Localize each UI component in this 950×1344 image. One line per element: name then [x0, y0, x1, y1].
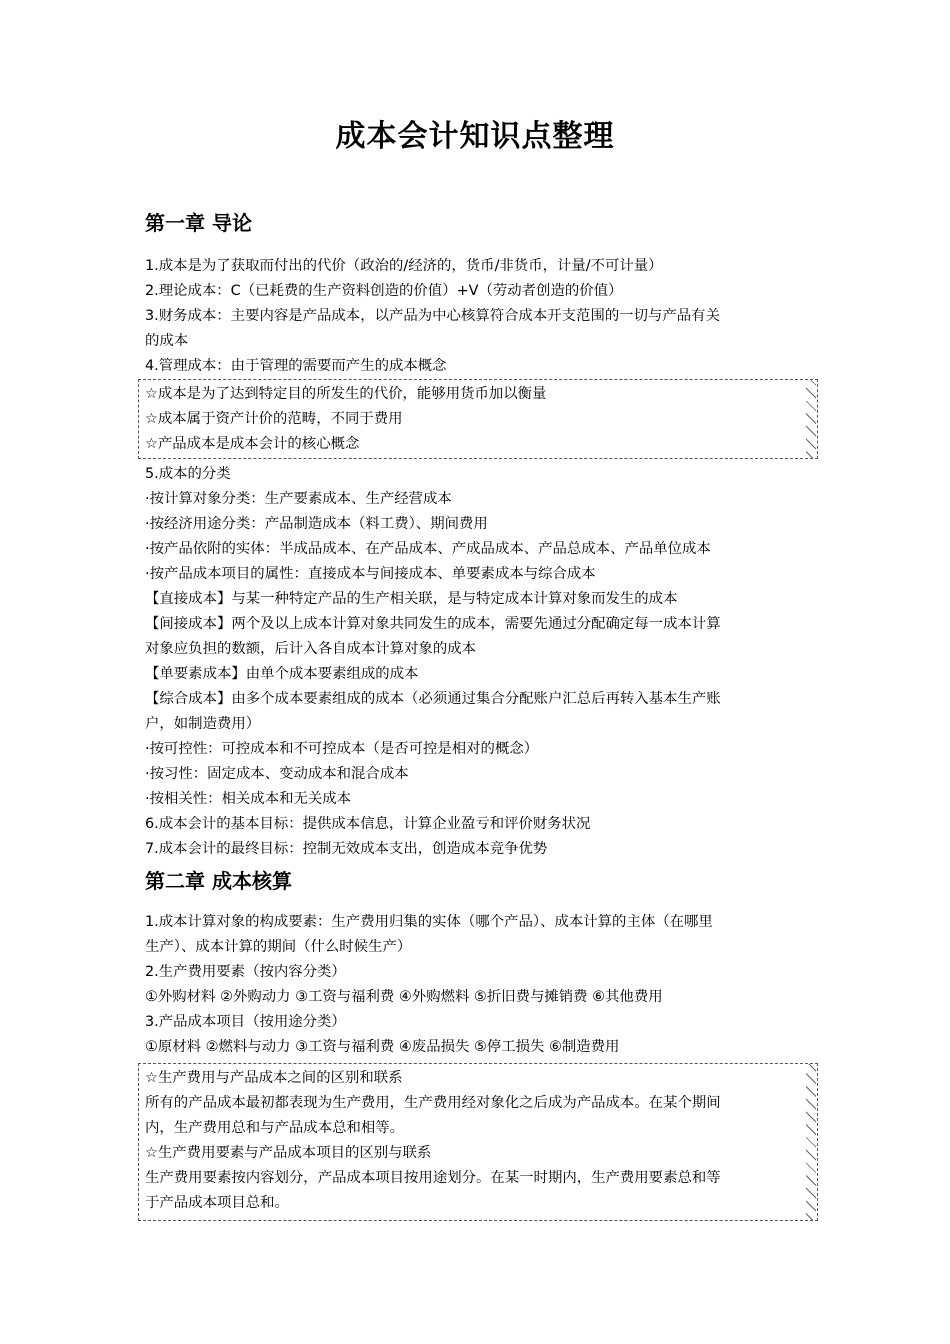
- bullet-line: ·按习性：固定成本、变动成本和混合成本: [145, 766, 409, 782]
- paragraph-line: 3.财务成本：主要内容是产品成本，以产品为中心核算符合成本开支范围的一切与产品有关: [145, 308, 720, 324]
- chapter-1-heading: 第一章 导论: [145, 211, 252, 235]
- page-title: 成本会计知识点整理: [335, 119, 615, 154]
- paragraph-line: 1.成本是为了获取而付出的代价（政治的/经济的，货币/非货币，计量/不可计量）: [145, 258, 663, 274]
- note-line: 生产费用要素按内容划分，产品成本项目按用途划分。在某一时期内，生产费用要素总和等: [145, 1170, 721, 1186]
- paragraph-line: 3.产品成本项目（按用途分类）: [145, 1014, 346, 1030]
- chapter-2-heading: 第二章 成本核算: [145, 869, 292, 893]
- paragraph-line: 4.管理成本：由于管理的需要而产生的成本概念: [145, 358, 447, 374]
- definition-line: 【直接成本】与某一种特定产品的生产相关联，是与特定成本计算对象而发生的成本: [145, 591, 678, 607]
- paragraph-line: 生产）、成本计算的期间（什么时候生产）: [145, 939, 412, 955]
- chapter-2-intro: [145, 910, 815, 1060]
- paragraph-line: 5.成本的分类: [145, 466, 231, 482]
- bullet-line: ·按产品成本项目的属性：直接成本与间接成本、单要素成本与综合成本: [145, 566, 596, 582]
- bullet-line: ·按产品依附的实体：半成品成本、在产品成本、产成品成本、产品总成本、产品单位成本: [145, 541, 711, 557]
- paragraph-line: ①原材料 ②燃料与动力 ③工资与福利费 ④废品损失 ⑤停工损失 ⑥制造费用: [145, 1039, 620, 1055]
- definition-line: 户，如制造费用）: [145, 716, 261, 732]
- note-line: ☆生产费用要素与产品成本项目的区别与联系: [145, 1145, 432, 1161]
- definition-line: 【间接成本】两个及以上成本计算对象共同发生的成本，需要先通过分配确定每一成本计算: [145, 616, 721, 632]
- note-line: 所有的产品成本最初都表现为生产费用，生产费用经对象化之后成为产品成本。在某个期间: [145, 1095, 721, 1111]
- note-line: ☆产品成本是成本会计的核心概念: [145, 436, 360, 452]
- note-line: ☆生产费用与产品成本之间的区别和联系: [145, 1070, 403, 1086]
- bullet-line: ·按经济用途分类：产品制造成本（料工费）、期间费用: [145, 516, 488, 532]
- paragraph-line: 2.生产费用要素（按内容分类）: [145, 964, 346, 980]
- definition-line: 对象应负担的数额，后计入各自成本计算对象的成本: [145, 641, 476, 657]
- paragraph-line: 的成本: [145, 333, 189, 349]
- note-line: 于产品成本项目总和。: [145, 1195, 289, 1211]
- highlight-box-1-content: [145, 382, 815, 457]
- paragraph-line: 7.成本会计的最终目标：控制无效成本支出，创造成本竞争优势: [145, 841, 548, 857]
- bullet-line: ·按计算对象分类：生产要素成本、生产经营成本: [145, 491, 452, 507]
- chapter-1-intro: [145, 254, 815, 379]
- definition-line: 【综合成本】由多个成本要素组成的成本（必须通过集合分配账户汇总后再转入基本生产账: [145, 691, 721, 707]
- highlight-box-2-content: [145, 1066, 815, 1216]
- paragraph-line: 6.成本会计的基本目标：提供成本信息，计算企业盈亏和评价财务状况: [145, 816, 591, 832]
- paragraph-line: ①外购材料 ②外购动力 ③工资与福利费 ④外购燃料 ⑤折旧费与摊销费 ⑥其他费用: [145, 989, 663, 1005]
- note-line: ☆成本属于资产计价的范畴，不同于费用: [145, 411, 403, 427]
- paragraph-line: 2.理论成本：C（已耗费的生产资料创造的价值）+V（劳动者创造的价值）: [145, 283, 623, 299]
- bullet-line: ·按可控性：可控成本和不可控成本（是否可控是相对的概念）: [145, 741, 539, 757]
- note-line: ☆成本是为了达到特定目的所发生的代价，能够用货币加以衡量: [145, 386, 547, 402]
- bullet-line: ·按相关性：相关成本和无关成本: [145, 791, 352, 807]
- note-line: 内，生产费用总和与产品成本总和相等。: [145, 1120, 405, 1136]
- paragraph-line: 1.成本计算对象的构成要素：生产费用归集的实体（哪个产品）、成本计算的主体（在哪里: [145, 914, 713, 930]
- chapter-1-classification: [145, 462, 815, 862]
- definition-line: 【单要素成本】由单个成本要素组成的成本: [145, 666, 419, 682]
